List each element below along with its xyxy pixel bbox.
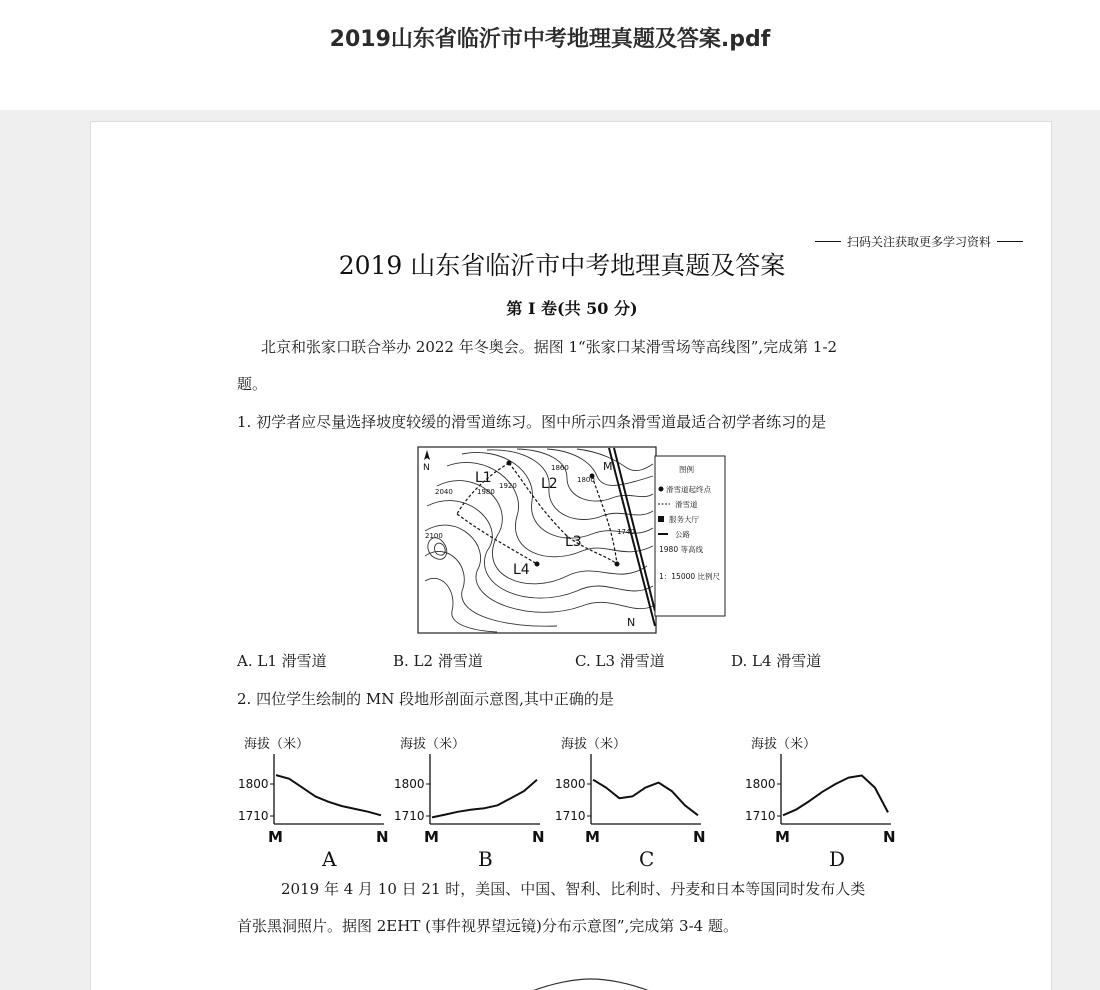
option-a: A. L1 滑雪道 <box>237 652 327 670</box>
contour-1740: 1740 <box>617 528 635 536</box>
question-1: 1. 初学者应尽量选择坡度较缓的滑雪道练习。图中所示四条滑雪道最适合初学者练习的是 <box>237 413 827 431</box>
watermark-text: 扫码关注获取更多学习资料 <box>847 235 992 249</box>
intro-line-1: 北京和张家口联合举办 2022 年冬奥会。据图 1“张家口某滑雪场等高线图”,完成第 1-2 <box>261 338 838 356</box>
profile-tick-high: 1800 <box>394 777 425 791</box>
label-l4: L4 <box>513 562 530 578</box>
contour-1860: 1860 <box>551 464 569 472</box>
profile-label-m: M <box>424 828 439 846</box>
contour-1980: 1980 <box>477 488 495 496</box>
legend-item-2: 滑雪道 <box>675 500 698 509</box>
profile-label-n: N <box>883 828 896 846</box>
label-m: M <box>603 460 613 473</box>
label-l2: L2 <box>541 476 558 492</box>
profile-letter: C <box>639 847 655 871</box>
profile-b <box>392 728 552 878</box>
profile-letter: A <box>322 847 337 871</box>
profile-curve <box>276 775 381 815</box>
globe-figure-partial <box>461 974 721 990</box>
profile-label-n: N <box>376 828 389 846</box>
profile-tick-high: 1800 <box>745 777 776 791</box>
label-n: N <box>627 616 636 629</box>
intro-line-2: 题。 <box>237 375 268 393</box>
legend-title: 图例 <box>679 465 694 474</box>
profile-tick-low: 1710 <box>555 809 586 823</box>
profile-d <box>743 728 903 878</box>
profile-ylabel: 海拔（米） <box>751 737 817 752</box>
legend-item-1: 滑雪道起终点 <box>666 485 711 494</box>
profile-label-n: N <box>693 828 706 846</box>
profile-label-m: M <box>585 828 600 846</box>
profile-letter: B <box>478 847 493 871</box>
profile-tick-low: 1710 <box>238 809 269 823</box>
option-c: C. L3 滑雪道 <box>575 652 665 670</box>
legend-item-3: 服务大厅 <box>669 515 699 524</box>
paragraph-3-line-1: 2019 年 4 月 10 日 21 时，美国、中国、智利、比利时、丹麦和日本等国同时发布人类 <box>281 880 866 898</box>
contour-1800: 1800 <box>577 476 595 484</box>
contour-2100: 2100 <box>425 532 443 540</box>
contour-1920: 1920 <box>499 482 517 490</box>
profile-ylabel: 海拔（米） <box>561 737 627 752</box>
profile-curve <box>783 776 888 816</box>
contour-2040: 2040 <box>435 488 453 496</box>
label-l3: L3 <box>565 534 582 550</box>
paper-title: 2019 山东省临沂市中考地理真题及答案 <box>338 251 786 280</box>
paragraph-3-line-2: 首张黑洞照片。据图 2EHT (事件视界望远镜)分布示意图”,完成第 3-4 题。 <box>237 917 738 935</box>
profile-ylabel: 海拔（米） <box>400 737 466 752</box>
document-viewport[interactable] <box>0 110 1100 990</box>
section-heading: 第 I 卷(共 50 分) <box>506 299 638 318</box>
profile-curve <box>593 780 698 816</box>
pdf-page <box>90 121 1052 990</box>
profile-label-m: M <box>268 828 283 846</box>
profile-curve <box>432 780 537 818</box>
option-b: B. L2 滑雪道 <box>393 652 483 670</box>
question-2: 2. 四位学生绘制的 MN 段地形剖面示意图,其中正确的是 <box>237 690 614 708</box>
contour-map-figure <box>417 446 727 636</box>
viewer-header <box>0 0 1100 110</box>
profile-letter: D <box>829 847 846 871</box>
document-title: 2019山东省临沂市中考地理真题及答案.pdf <box>329 27 771 52</box>
profile-tick-high: 1800 <box>555 777 586 791</box>
profile-label-m: M <box>775 828 790 846</box>
profile-label-n: N <box>532 828 545 846</box>
legend-box <box>655 456 725 616</box>
profile-ylabel: 海拔（米） <box>244 737 310 752</box>
option-d: D. L4 滑雪道 <box>731 652 822 670</box>
legend-item-5: 1980 等高线 <box>659 545 703 554</box>
label-l1: L1 <box>475 470 492 486</box>
legend-scale: 1：15000 比例尺 <box>659 572 721 581</box>
legend-item-4: 公路 <box>675 530 690 539</box>
profile-tick-low: 1710 <box>745 809 776 823</box>
north-label: N <box>423 463 430 473</box>
profile-tick-high: 1800 <box>238 777 269 791</box>
profile-a <box>236 728 396 878</box>
profile-c <box>553 728 713 878</box>
profile-tick-low: 1710 <box>394 809 425 823</box>
